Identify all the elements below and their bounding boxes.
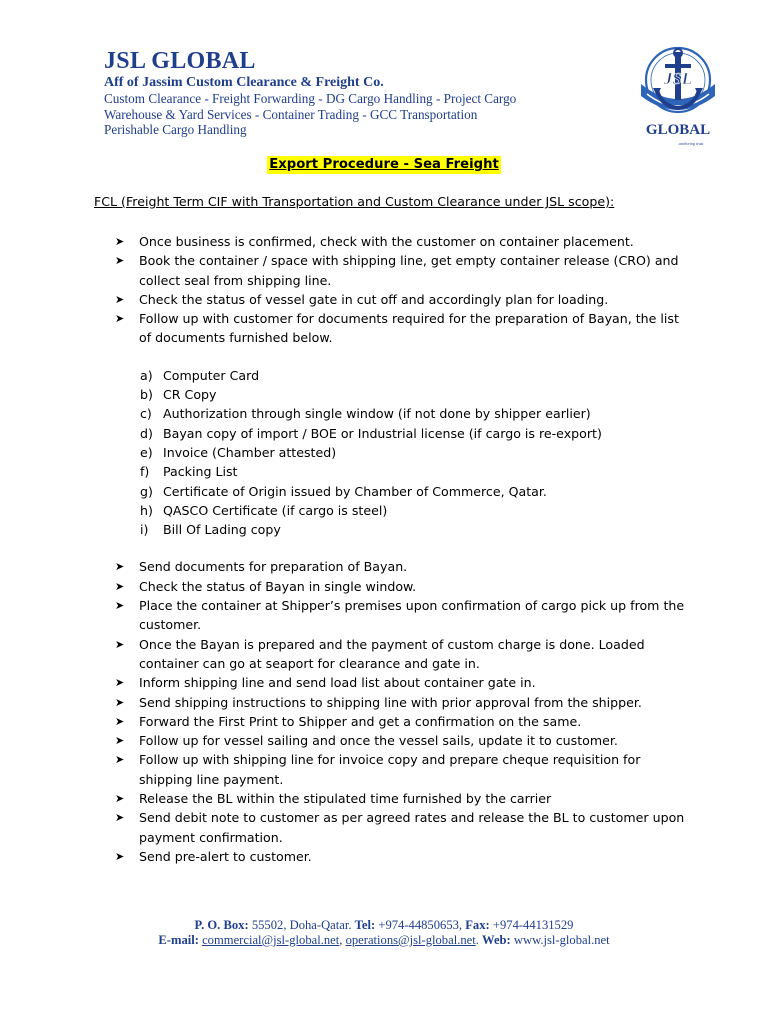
arrow-bullet-icon: ➤ [115, 695, 125, 709]
arrow-bullet-icon: ➤ [115, 849, 125, 863]
list-item [115, 232, 695, 251]
list-marker: g) [140, 483, 153, 499]
list-item [140, 482, 695, 501]
email-separator: , [339, 933, 343, 947]
list-item-text: Check the status of vessel gate in cut off and accordingly plan for loading. [139, 291, 609, 307]
tel-label: Tel: [354, 918, 376, 932]
arrow-bullet-icon: ➤ [115, 254, 125, 268]
services-line-1: Custom Clearance - Freight Forwarding - DG Cargo Handling - Project Cargo [104, 91, 517, 106]
list-marker: a) [140, 367, 153, 383]
arrow-bullet-icon: ➤ [115, 792, 125, 806]
list-item [115, 596, 695, 635]
list-item [115, 712, 695, 731]
list-item-text: Bayan copy of import / BOE or Industrial license (if cargo is re-export) [163, 425, 602, 441]
list-item-text: Bill Of Lading copy [163, 522, 281, 538]
services-line-2: Warehouse & Yard Services - Container Trading - GCC Transportation [104, 106, 478, 122]
operations-email-link[interactable]: operations@jsl-global.net [345, 933, 476, 947]
list-marker: d) [140, 425, 153, 441]
list-item-text: CR Copy [163, 387, 217, 403]
arrow-bullet-icon: ➤ [115, 714, 125, 728]
list-item-text: Release the BL within the stipulated time furnished by the carrier [139, 791, 552, 807]
arrow-bullet-icon: ➤ [115, 312, 125, 326]
list-item [115, 673, 695, 692]
list-item [115, 557, 695, 576]
list-item [115, 577, 695, 596]
arrow-bullet-icon: ➤ [115, 676, 125, 690]
list-item-text: Follow up for vessel sailing and once the vessel sails, update it to customer. [139, 733, 618, 749]
list-item [115, 290, 695, 309]
list-item-text: Once the Bayan is prepared and the payment of custom charge is done. Loaded container can go at seaport for clearance and gate in. [139, 636, 645, 671]
fax-label: Fax: [465, 918, 490, 932]
steps-group-b [115, 557, 695, 866]
commercial-email-link[interactable]: commercial@jsl-global.net [202, 933, 340, 947]
list-marker: f) [140, 464, 150, 480]
website-link[interactable]: www.jsl-global.net [513, 933, 610, 947]
list-item [115, 789, 695, 808]
footer [0, 918, 768, 948]
list-item [115, 750, 695, 789]
services-line-3: Perishable Cargo Handling [104, 122, 247, 137]
arrow-bullet-icon: ➤ [115, 734, 125, 748]
list-item [115, 731, 695, 750]
list-item-text: Send pre-alert to customer. [139, 848, 312, 864]
documents-list [115, 366, 695, 540]
list-marker: c) [140, 406, 152, 422]
list-item [115, 635, 695, 674]
arrow-bullet-icon: ➤ [115, 560, 125, 574]
section-subtitle: FCL (Freight Term CIF with Transportation and Custom Clearance under JSL scope): [94, 194, 615, 209]
tel-value: +974-44850653, [378, 918, 463, 932]
po-box-label: P. O. Box: [194, 918, 249, 932]
list-item [115, 251, 695, 290]
list-item-text: Book the container / space with shipping line, get empty container release (CRO) and collect seal from shipping line. [139, 253, 679, 288]
arrow-bullet-icon: ➤ [115, 235, 125, 248]
list-item-text: Send debit note to customer as per agreed rates and release the BL to customer upon payment confirmation. [139, 810, 685, 845]
procedure-list [115, 232, 695, 866]
list-item [140, 501, 695, 520]
list-item [140, 404, 695, 423]
list-item [140, 424, 695, 443]
list-item-text: Forward the First Print to Shipper and get a confirmation on the same. [139, 713, 582, 729]
logo-name: GLOBAL [645, 122, 711, 138]
page-title: Export Procedure - Sea Freight [269, 157, 499, 172]
list-item-text: Send documents for preparation of Bayan. [139, 559, 408, 575]
email-label: E-mail: [158, 933, 199, 947]
letterhead [104, 48, 574, 138]
logo-tagline: anchoring trust [678, 141, 704, 146]
list-item-text: Send shipping instructions to shipping line with prior approval from the shipper. [139, 694, 642, 710]
anchor-logo-icon [633, 44, 723, 150]
list-item-text: Place the container at Shipper’s premises upon confirmation of cargo pick up from the customer. [139, 598, 685, 633]
list-item [115, 309, 695, 348]
jsl-global-logo [633, 44, 723, 150]
email-end: . [475, 933, 479, 947]
list-item [140, 443, 695, 462]
list-item-text: Follow up with shipping line for invoice copy and prepare cheque requisition for shipping line payment. [139, 752, 641, 787]
list-marker: e) [140, 444, 153, 460]
list-item-text: Packing List [163, 464, 238, 480]
list-item [140, 366, 695, 385]
list-item-text: Authorization through single window (if not done by shipper earlier) [163, 406, 591, 422]
list-marker: i) [140, 522, 149, 538]
arrow-bullet-icon: ➤ [115, 579, 125, 593]
steps-group-a [115, 232, 695, 348]
list-item [140, 462, 695, 481]
list-item-text: Computer Card [163, 367, 260, 383]
affiliate-line: Aff of Jassim Custom Clearance & Freight Co. [104, 75, 384, 90]
footer-contact-line [0, 933, 768, 948]
list-item-text: Follow up with customer for documents required for the preparation of Bayan, the list of documents furnished below. [139, 311, 679, 346]
list-item [115, 808, 695, 847]
list-item [115, 847, 695, 866]
list-item-text: Inform shipping line and send load list about container gate in. [139, 675, 536, 691]
po-box-value: 55502, Doha-Qatar. [251, 918, 352, 932]
list-item-text: Once business is confirmed, check with the customer on container placement. [139, 234, 634, 249]
web-label: Web: [482, 933, 511, 947]
list-item-text: Check the status of Bayan in single window. [139, 578, 417, 594]
company-name: JSL GLOBAL [104, 48, 256, 74]
list-item [140, 520, 695, 539]
list-marker: b) [140, 387, 153, 403]
arrow-bullet-icon: ➤ [115, 292, 125, 306]
list-marker: h) [140, 502, 153, 518]
logo-initials: JSL [663, 69, 693, 88]
arrow-bullet-icon: ➤ [115, 599, 125, 613]
list-item-text: QASCO Certificate (if cargo is steel) [163, 502, 388, 518]
arrow-bullet-icon: ➤ [115, 753, 125, 767]
list-item [115, 693, 695, 712]
list-item-text: Invoice (Chamber attested) [163, 444, 337, 460]
list-item-text: Certificate of Origin issued by Chamber of Commerce, Qatar. [163, 483, 547, 499]
list-item [140, 385, 695, 404]
title-row [0, 155, 768, 174]
arrow-bullet-icon: ➤ [115, 811, 125, 825]
arrow-bullet-icon: ➤ [115, 637, 125, 651]
footer-address-line [0, 918, 768, 933]
fax-value: +974-44131529 [492, 918, 574, 932]
